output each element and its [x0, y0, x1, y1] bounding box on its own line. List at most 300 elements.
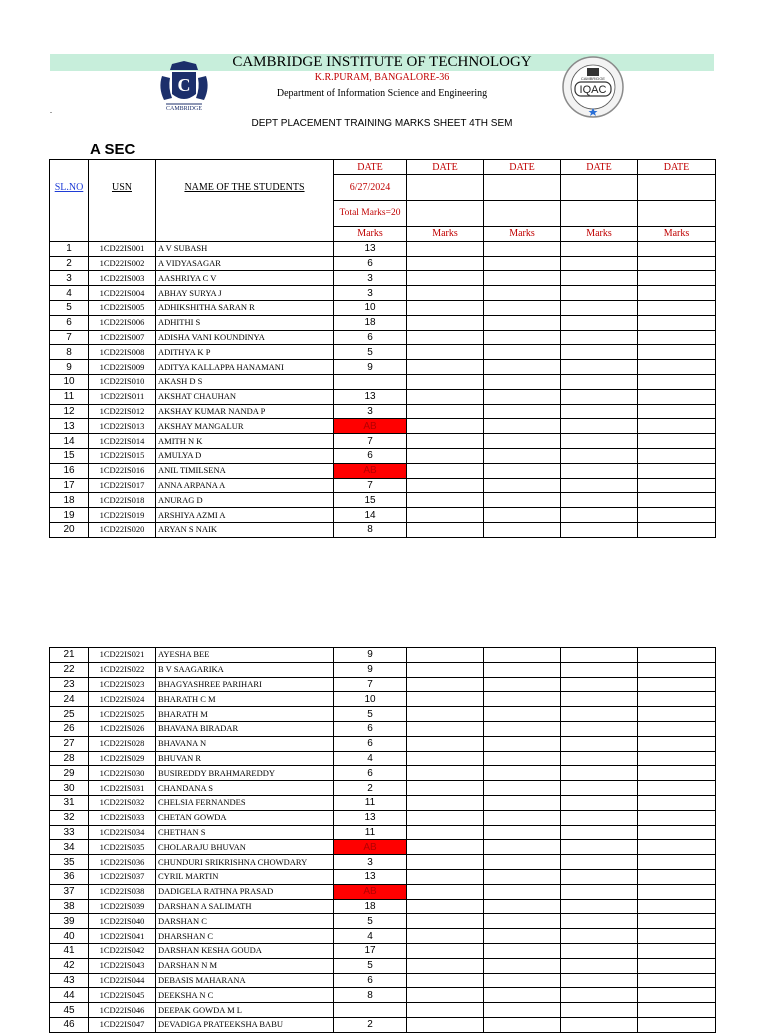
empty-marks-cell [407, 958, 484, 973]
usn-cell: 1CD22IS008 [89, 345, 156, 360]
student-name: AYESHA BEE [156, 648, 334, 663]
empty-marks-cell [484, 463, 561, 478]
table-row [50, 463, 716, 478]
usn-cell: 1CD22IS037 [89, 869, 156, 884]
table-row [50, 929, 716, 944]
empty-marks-cell [484, 751, 561, 766]
empty-marks-cell [407, 677, 484, 692]
usn-cell: 1CD22IS029 [89, 751, 156, 766]
marks-header: Marks [638, 227, 716, 242]
usn-cell: 1CD22IS041 [89, 929, 156, 944]
empty-marks-cell [561, 840, 638, 855]
empty-marks-cell [561, 448, 638, 463]
empty-marks-cell [561, 404, 638, 419]
marks-cell: 3 [334, 271, 407, 286]
marks-cell: 6 [334, 721, 407, 736]
empty-marks-cell [407, 493, 484, 508]
serial-number: 41 [50, 943, 89, 958]
slno-header[interactable]: SL.NO [50, 175, 89, 201]
empty-marks-cell [638, 1003, 716, 1018]
serial-number: 40 [50, 929, 89, 944]
marks-cell: 6 [334, 448, 407, 463]
serial-number: 1 [50, 241, 89, 256]
empty-marks-cell [638, 508, 716, 523]
empty-marks-cell [638, 315, 716, 330]
empty-marks-cell [407, 478, 484, 493]
empty-marks-cell [407, 404, 484, 419]
iqac-logo-icon [558, 56, 628, 118]
empty-marks-cell [484, 404, 561, 419]
serial-number: 45 [50, 1003, 89, 1018]
student-name: DARSHAN A SALIMATH [156, 899, 334, 914]
empty-marks-cell [561, 751, 638, 766]
empty-marks-cell [407, 522, 484, 537]
marks-cell: 6 [334, 330, 407, 345]
empty-marks-cell [638, 419, 716, 434]
empty-marks-cell [561, 810, 638, 825]
student-name: BHUVAN R [156, 751, 334, 766]
empty-marks-cell [407, 1017, 484, 1032]
empty-marks-cell [561, 929, 638, 944]
empty-marks-cell [561, 419, 638, 434]
usn-cell: 1CD22IS015 [89, 448, 156, 463]
empty-marks-cell [638, 692, 716, 707]
marks-cell: 8 [334, 522, 407, 537]
empty-marks-cell [407, 810, 484, 825]
serial-number: 4 [50, 286, 89, 301]
table-row [50, 648, 716, 663]
student-name: CYRIL MARTIN [156, 869, 334, 884]
empty-marks-cell [638, 929, 716, 944]
table-row [50, 988, 716, 1003]
table-row [50, 374, 716, 389]
empty-marks-cell [561, 1003, 638, 1018]
empty-marks-cell [561, 855, 638, 870]
empty-marks-cell [561, 300, 638, 315]
usn-header: USN [89, 175, 156, 201]
empty-marks-cell [484, 448, 561, 463]
marks-cell: 5 [334, 345, 407, 360]
marks-cell: 9 [334, 648, 407, 663]
marks-header: Marks [561, 227, 638, 242]
empty-marks-cell [484, 855, 561, 870]
empty-marks-cell [638, 988, 716, 1003]
serial-number: 18 [50, 493, 89, 508]
serial-number: 11 [50, 389, 89, 404]
name-header: NAME OF THE STUDENTS [156, 175, 334, 201]
empty-marks-cell [638, 677, 716, 692]
empty-marks-cell [561, 463, 638, 478]
empty-marks-cell [561, 256, 638, 271]
empty-marks-cell [484, 522, 561, 537]
usn-cell: 1CD22IS024 [89, 692, 156, 707]
marks-cell: 9 [334, 360, 407, 375]
student-name: DADIGELA RATHNA PRASAD [156, 884, 334, 899]
empty-marks-cell [484, 707, 561, 722]
serial-number: 15 [50, 448, 89, 463]
serial-number: 31 [50, 795, 89, 810]
usn-cell: 1CD22IS011 [89, 389, 156, 404]
usn-cell: 1CD22IS021 [89, 648, 156, 663]
student-name: A V SUBASH [156, 241, 334, 256]
sheet-title: DEPT PLACEMENT TRAINING MARKS SHEET 4TH SEM [251, 118, 513, 129]
empty-marks-cell [407, 241, 484, 256]
marks-cell: 11 [334, 825, 407, 840]
student-name: AMITH N K [156, 434, 334, 449]
empty-marks-cell [638, 721, 716, 736]
cambridge-logo-icon [154, 60, 214, 116]
usn-cell: 1CD22IS002 [89, 256, 156, 271]
empty-marks-cell [638, 899, 716, 914]
section-label: A SEC [90, 141, 136, 158]
empty-marks-cell [407, 271, 484, 286]
empty-marks-cell [484, 943, 561, 958]
usn-cell: 1CD22IS020 [89, 522, 156, 537]
empty-marks-cell [561, 315, 638, 330]
usn-cell: 1CD22IS039 [89, 899, 156, 914]
empty-marks-cell [561, 943, 638, 958]
serial-number: 27 [50, 736, 89, 751]
empty-marks-cell [561, 884, 638, 899]
marks-cell: 3 [334, 855, 407, 870]
empty-marks-cell [407, 899, 484, 914]
usn-cell: 1CD22IS046 [89, 1003, 156, 1018]
usn-cell: 1CD22IS043 [89, 958, 156, 973]
serial-number: 38 [50, 899, 89, 914]
usn-cell: 1CD22IS023 [89, 677, 156, 692]
empty-marks-cell [484, 508, 561, 523]
usn-cell: 1CD22IS003 [89, 271, 156, 286]
empty-marks-cell [407, 914, 484, 929]
empty-marks-cell [484, 869, 561, 884]
empty-marks-cell [561, 721, 638, 736]
student-name: CHETAN GOWDA [156, 810, 334, 825]
marks-cell: 3 [334, 286, 407, 301]
logo-right-text: IQAC [579, 84, 607, 96]
student-name: CHUNDURI SRIKRISHNA CHOWDARY [156, 855, 334, 870]
marks-header: Marks [407, 227, 484, 242]
empty-marks-cell [407, 648, 484, 663]
marks-cell: 7 [334, 677, 407, 692]
usn-cell: 1CD22IS014 [89, 434, 156, 449]
empty-marks-cell [638, 389, 716, 404]
empty-marks-cell [407, 345, 484, 360]
empty-marks-cell [561, 781, 638, 796]
table-row [50, 884, 716, 899]
usn-cell: 1CD22IS009 [89, 360, 156, 375]
serial-number: 6 [50, 315, 89, 330]
table-row [50, 825, 716, 840]
marks-cell: 3 [334, 404, 407, 419]
table-row [50, 869, 716, 884]
serial-number: 22 [50, 662, 89, 677]
table-row [50, 707, 716, 722]
usn-cell: 1CD22IS019 [89, 508, 156, 523]
empty-marks-cell [561, 692, 638, 707]
empty-marks-cell [561, 478, 638, 493]
serial-number: 8 [50, 345, 89, 360]
empty-marks-cell [484, 721, 561, 736]
serial-number: 37 [50, 884, 89, 899]
student-name: BHAGYASHREE PARIHARI [156, 677, 334, 692]
empty-marks-cell [638, 736, 716, 751]
student-name: DEEPAK GOWDA M L [156, 1003, 334, 1018]
empty-marks-cell [407, 751, 484, 766]
empty-marks-cell [561, 899, 638, 914]
table-a-rows [50, 241, 716, 537]
empty-marks-cell [484, 677, 561, 692]
marks-cell: 14 [334, 508, 407, 523]
student-name: ANNA ARPANA A [156, 478, 334, 493]
serial-number: 24 [50, 692, 89, 707]
marks-cell: 6 [334, 256, 407, 271]
table-row [50, 478, 716, 493]
empty-marks-cell [561, 1017, 638, 1032]
logo-left-caption: CAMBRIDGE [165, 106, 203, 112]
usn-cell: 1CD22IS030 [89, 766, 156, 781]
table-row [50, 840, 716, 855]
logo-right-top: CAMBRIDGE [580, 76, 606, 81]
total-marks: Total Marks=20 [334, 201, 407, 227]
serial-number: 42 [50, 958, 89, 973]
table-row [50, 448, 716, 463]
usn-cell: 1CD22IS018 [89, 493, 156, 508]
table-row [50, 360, 716, 375]
table-row [50, 662, 716, 677]
student-name: BUSIREDDY BRAHMAREDDY [156, 766, 334, 781]
marks-cell: 4 [334, 751, 407, 766]
empty-marks-cell [561, 241, 638, 256]
empty-marks-cell [407, 330, 484, 345]
marks-cell: 18 [334, 899, 407, 914]
marks-cell: AB [334, 884, 407, 899]
student-name: DARSHAN N M [156, 958, 334, 973]
empty-marks-cell [407, 869, 484, 884]
empty-marks-cell [638, 869, 716, 884]
empty-marks-cell [407, 508, 484, 523]
serial-number: 10 [50, 374, 89, 389]
serial-number: 30 [50, 781, 89, 796]
table-row [50, 508, 716, 523]
marks-cell: 15 [334, 493, 407, 508]
student-name: CHETHAN S [156, 825, 334, 840]
student-name: DARSHAN KESHA GOUDA [156, 943, 334, 958]
marks-cell: 7 [334, 478, 407, 493]
marks-cell: AB [334, 463, 407, 478]
table-row [50, 300, 716, 315]
date-header: DATE [484, 160, 561, 175]
empty-marks-cell [484, 256, 561, 271]
usn-cell: 1CD22IS004 [89, 286, 156, 301]
marks-header: Marks [334, 227, 407, 242]
marks-cell: 2 [334, 781, 407, 796]
empty-marks-cell [407, 795, 484, 810]
marks-cell [334, 374, 407, 389]
serial-number: 5 [50, 300, 89, 315]
date-value: 6/27/2024 [334, 175, 407, 201]
empty-marks-cell [638, 493, 716, 508]
serial-number: 7 [50, 330, 89, 345]
usn-cell: 1CD22IS047 [89, 1017, 156, 1032]
logo-left-letter: C [177, 75, 191, 95]
empty-marks-cell [638, 256, 716, 271]
usn-cell: 1CD22IS044 [89, 973, 156, 988]
empty-marks-cell [484, 1003, 561, 1018]
empty-marks-cell [407, 988, 484, 1003]
student-name: CHELSIA FERNANDES [156, 795, 334, 810]
serial-number: 46 [50, 1017, 89, 1032]
table-row [50, 899, 716, 914]
serial-number: 35 [50, 855, 89, 870]
table-row [50, 677, 716, 692]
marks-cell: 5 [334, 958, 407, 973]
empty-marks-cell [407, 781, 484, 796]
empty-marks-cell [638, 1017, 716, 1032]
student-name: BHARATH M [156, 707, 334, 722]
empty-marks-cell [561, 493, 638, 508]
empty-marks-cell [484, 840, 561, 855]
empty-marks-cell [561, 795, 638, 810]
usn-cell: 1CD22IS031 [89, 781, 156, 796]
student-name: ADHIKSHITHA SARAN R [156, 300, 334, 315]
student-name: CHANDANA S [156, 781, 334, 796]
table-row [50, 493, 716, 508]
table-row [50, 256, 716, 271]
marks-cell: 17 [334, 943, 407, 958]
marks-cell: 8 [334, 988, 407, 1003]
empty-marks-cell [638, 958, 716, 973]
marks-cell: 13 [334, 869, 407, 884]
empty-marks-cell [638, 360, 716, 375]
student-name: AASHRIYA C V [156, 271, 334, 286]
empty-marks-cell [484, 345, 561, 360]
table-row [50, 973, 716, 988]
table-row [50, 795, 716, 810]
serial-number: 29 [50, 766, 89, 781]
empty-marks-cell [407, 929, 484, 944]
empty-marks-cell [484, 389, 561, 404]
serial-number: 13 [50, 419, 89, 434]
usn-cell: 1CD22IS007 [89, 330, 156, 345]
student-name: CHOLARAJU BHUVAN [156, 840, 334, 855]
empty-marks-cell [407, 463, 484, 478]
student-name: ADHITHI S [156, 315, 334, 330]
empty-marks-cell [407, 707, 484, 722]
usn-cell: 1CD22IS005 [89, 300, 156, 315]
serial-number: 17 [50, 478, 89, 493]
empty-marks-cell [484, 315, 561, 330]
empty-marks-cell [638, 404, 716, 419]
empty-marks-cell [638, 707, 716, 722]
student-name: ARYAN S NAIK [156, 522, 334, 537]
empty-marks-cell [407, 448, 484, 463]
table-row [50, 419, 716, 434]
empty-marks-cell [561, 286, 638, 301]
empty-marks-cell [407, 884, 484, 899]
marks-cell: 6 [334, 736, 407, 751]
empty-marks-cell [638, 825, 716, 840]
marks-cell: 6 [334, 973, 407, 988]
empty-marks-cell [484, 478, 561, 493]
empty-marks-cell [407, 374, 484, 389]
table-row [50, 389, 716, 404]
empty-marks-cell [484, 648, 561, 663]
empty-marks-cell [638, 884, 716, 899]
empty-marks-cell [484, 810, 561, 825]
table-row [50, 434, 716, 449]
empty-marks-cell [638, 478, 716, 493]
empty-marks-cell [407, 256, 484, 271]
serial-number: 23 [50, 677, 89, 692]
empty-marks-cell [638, 662, 716, 677]
empty-marks-cell [638, 943, 716, 958]
empty-marks-cell [561, 958, 638, 973]
usn-cell: 1CD22IS035 [89, 840, 156, 855]
marks-cell: 2 [334, 1017, 407, 1032]
serial-number: 25 [50, 707, 89, 722]
empty-marks-cell [638, 781, 716, 796]
usn-cell: 1CD22IS012 [89, 404, 156, 419]
usn-cell: 1CD22IS013 [89, 419, 156, 434]
empty-marks-cell [484, 419, 561, 434]
table-row [50, 315, 716, 330]
table-row [50, 1017, 716, 1032]
empty-marks-cell [561, 271, 638, 286]
empty-marks-cell [638, 271, 716, 286]
usn-cell: 1CD22IS045 [89, 988, 156, 1003]
usn-cell: 1CD22IS033 [89, 810, 156, 825]
empty-marks-cell [561, 869, 638, 884]
student-name: ARSHIYA AZMI A [156, 508, 334, 523]
student-name: A VIDYASAGAR [156, 256, 334, 271]
empty-marks-cell [484, 973, 561, 988]
empty-marks-cell [407, 419, 484, 434]
empty-marks-cell [484, 914, 561, 929]
student-name: BHAVANA BIRADAR [156, 721, 334, 736]
table-row [50, 1003, 716, 1018]
marks-cell: 10 [334, 300, 407, 315]
student-name: BHARATH C M [156, 692, 334, 707]
empty-marks-cell [638, 300, 716, 315]
table-row [50, 751, 716, 766]
usn-cell: 1CD22IS038 [89, 884, 156, 899]
empty-marks-cell [484, 958, 561, 973]
serial-number: 20 [50, 522, 89, 537]
empty-marks-cell [561, 766, 638, 781]
serial-number: 34 [50, 840, 89, 855]
empty-marks-cell [407, 855, 484, 870]
marks-cell: 13 [334, 389, 407, 404]
serial-number: 19 [50, 508, 89, 523]
marks-cell: 11 [334, 795, 407, 810]
student-name: AMULYA D [156, 448, 334, 463]
empty-marks-cell [561, 677, 638, 692]
empty-marks-cell [638, 914, 716, 929]
marks-table-b [49, 647, 716, 1033]
empty-marks-cell [484, 766, 561, 781]
empty-marks-cell [638, 241, 716, 256]
marks-cell: 4 [334, 929, 407, 944]
empty-marks-cell [638, 448, 716, 463]
empty-marks-cell [407, 692, 484, 707]
usn-cell: 1CD22IS042 [89, 943, 156, 958]
table-row [50, 404, 716, 419]
empty-marks-cell [638, 522, 716, 537]
serial-number: 3 [50, 271, 89, 286]
serial-number: 44 [50, 988, 89, 1003]
empty-marks-cell [484, 330, 561, 345]
marks-cell: 13 [334, 241, 407, 256]
